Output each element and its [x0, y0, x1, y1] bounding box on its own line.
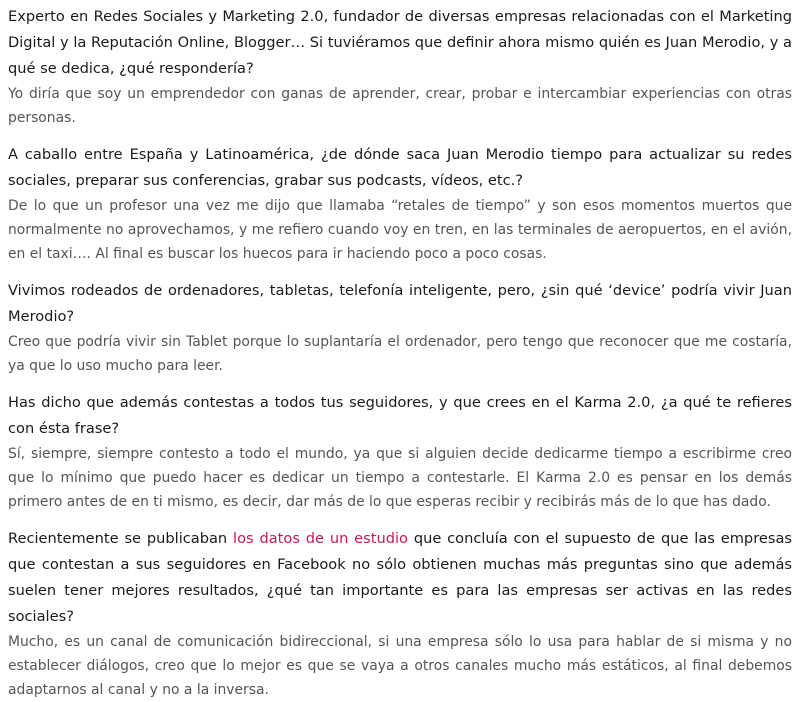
- question-text: [8, 526, 792, 630]
- question-text: Vivimos rodeados de ordenadores, tabletas, telefonía inteligente, pero, ¿sin qué ‘device’ podría vivir Juan Merodio?: [8, 282, 792, 325]
- question-text-after-link: que concluía con el supuesto de que las empresas que contestan a sus seguidores en Facebook no sólo obtienen muchas más preguntas sino que además suelen tener mejores resultados, ¿qué tan importante es para las empresas ser activas en las redes sociales?: [8, 530, 792, 625]
- question-text-before-link: Recientemente se publicaban: [8, 530, 234, 547]
- answer-text: Creo que podría vivir sin Tablet porque lo suplantaría el ordenador, pero tengo que reconocer que me costaría, ya que lo uso mucho para leer.: [8, 334, 792, 374]
- qa-block: [8, 390, 792, 514]
- qa-block: [8, 4, 792, 130]
- question-text: Experto en Redes Sociales y Marketing 2.0, fundador de diversas empresas relacionadas con el Marketing Digital y la Reputación Online, Blogger… Si tuviéramos que definir ahora mismo quién es Juan Merodio, y a qué se dedica, ¿qué respondería?: [8, 8, 792, 77]
- answer-text: De lo que un profesor una vez me dijo que llamaba “retales de tiempo” y son esos momentos muertos que normalmente no aprovechamos, y me refiero cuando voy en tren, en las terminales de aeropuertos, en el avión, en el taxi…. Al final es buscar los huecos para ir haciendo poco a poco cosas.: [8, 198, 792, 262]
- answer-text: Mucho, es un canal de comunicación bidireccional, si una empresa sólo lo usa para hablar de si misma y no establecer diálogos, creo que lo mejor es que se vaya a otros canales mucho más estáticos, al final debemos adaptarnos al canal y no a la inversa.: [8, 634, 792, 698]
- answer-text: Yo diría que soy un emprendedor con ganas de aprender, crear, probar e intercambiar experiencias con otras personas.: [8, 86, 792, 126]
- qa-block: [8, 526, 792, 702]
- qa-block: [8, 278, 792, 378]
- qa-block: [8, 142, 792, 266]
- question-text: Has dicho que además contestas a todos tus seguidores, y que crees en el Karma 2.0, ¿a qué te refieres con ésta frase?: [8, 394, 792, 437]
- question-text: A caballo entre España y Latinoamérica, ¿de dónde saca Juan Merodio tiempo para actualizar su redes sociales, preparar sus conferencias, grabar sus podcasts, vídeos, etc.?: [8, 146, 792, 189]
- answer-text: Sí, siempre, siempre contesto a todo el mundo, ya que si alguien decide dedicarme tiempo a escribirme creo que lo mínimo que puedo hacer es dedicar un tiempo a contestarle. El Karma 2.0 es pensar en los demás primero antes de en ti mismo, es decir, dar más de lo que esperas recibir y recibirás más de lo que has dado.: [8, 446, 792, 510]
- study-data-link[interactable]: los datos de un estudio: [233, 530, 408, 547]
